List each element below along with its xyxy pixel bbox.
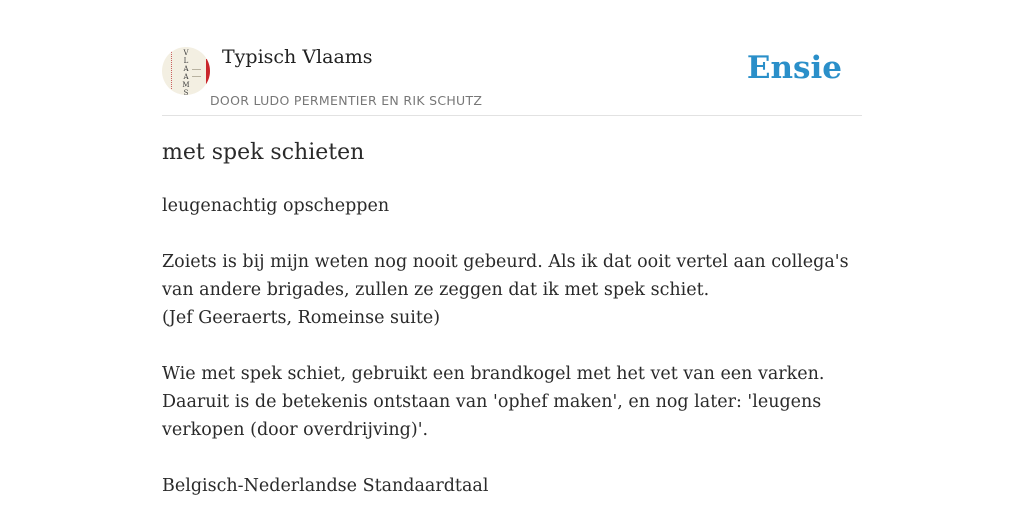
- cover-side-ornament: [171, 51, 175, 89]
- cover-fine-print: [192, 69, 201, 77]
- blog-title[interactable]: Typisch Vlaams: [222, 46, 373, 68]
- entry-quote: Zoiets is bij mijn weten nog nooit gebeurd. Als ik dat ooit vertel aan collega's van andere brigades, zullen ze zeggen dat ik met spek schiet.: [162, 252, 849, 300]
- entry-explanation: Wie met spek schiet, gebruikt een brandkogel met het vet van een varken. Daaruit is de betekenis ontstaan van 'ophef maken', en nog later: 'leugens verkopen (door overdrijving)'.: [162, 364, 825, 440]
- site-header: [162, 46, 862, 116]
- cover-red-strip: [206, 59, 210, 85]
- entry-term: met spek schieten: [162, 140, 365, 165]
- spacer: [162, 444, 867, 472]
- entry-body: [162, 192, 867, 500]
- spacer: [162, 332, 867, 360]
- entry-definition: leugenachtig opscheppen: [162, 196, 390, 216]
- book-cover-avatar[interactable]: [162, 47, 210, 95]
- ensie-logo-link[interactable]: Ensie: [746, 50, 842, 86]
- entry-language-variety: Belgisch-Nederlandse Standaardtaal: [162, 476, 489, 496]
- entry-quote-source: (Jef Geeraerts, Romeinse suite): [162, 308, 441, 328]
- cover-lettering: V L A A M S: [182, 49, 190, 95]
- blog-authors: DOOR LUDO PERMENTIER EN RIK SCHUTZ: [210, 93, 483, 108]
- spacer: [162, 220, 867, 248]
